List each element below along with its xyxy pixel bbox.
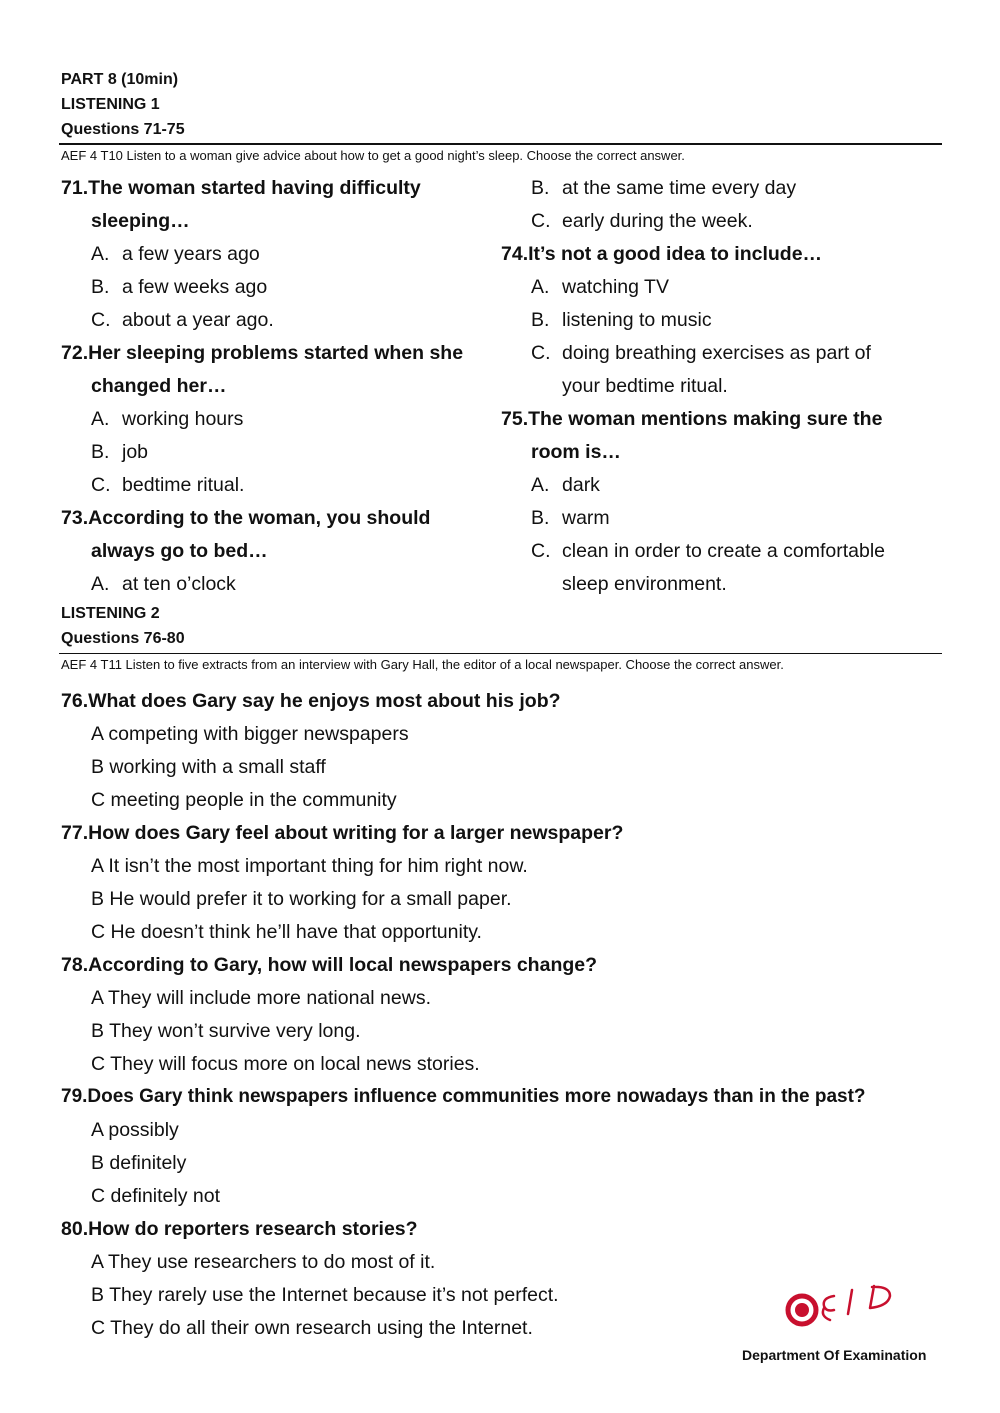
q75-option-c: C. clean in order to create a comfortable	[531, 540, 886, 562]
listening2-questions-range: Questions 76-80	[61, 630, 185, 647]
q71-option-c: C. about a year ago.	[91, 309, 274, 331]
question-71-cont: sleeping…	[91, 210, 190, 232]
q75-option-c-cont: sleep environment.	[562, 573, 727, 595]
q74-option-c: C. doing breathing exercises as part of	[531, 342, 871, 364]
q80-option-a: A They use researchers to do most of it.	[91, 1251, 436, 1273]
q77-option-a: A It isn’t the most important thing for him right now.	[91, 855, 528, 877]
q74-option-c-cont: your bedtime ritual.	[562, 375, 728, 397]
q79-option-b: B definitely	[91, 1152, 187, 1174]
question-72-cont: changed her…	[91, 375, 227, 397]
q75-option-a: A. dark	[531, 474, 600, 496]
q76-option-c: C meeting people in the community	[91, 789, 397, 811]
question-75: 75.The woman mentions making sure the	[501, 408, 883, 430]
logo-i-stroke	[848, 1290, 852, 1314]
q71-option-a: A. a few years ago	[91, 243, 260, 265]
q79-option-a: A possibly	[91, 1119, 179, 1141]
listening1-questions-range: Questions 71-75	[61, 121, 185, 138]
q73-option-c: C. early during the week.	[531, 210, 753, 232]
listening2-instruction: AEF 4 T11 Listen to five extracts from an interview with Gary Hall, the editor of a local newspaper. Choose the correct answer.	[61, 657, 784, 672]
q72-option-c: C. bedtime ritual.	[91, 474, 245, 496]
listening2-title: LISTENING 2	[61, 605, 160, 622]
q80-option-b: B They rarely use the Internet because it’s not perfect.	[91, 1284, 559, 1306]
ceid-logo	[782, 1278, 912, 1338]
q74-option-a: A. watching TV	[531, 276, 669, 298]
q75-option-b: B. warm	[531, 507, 610, 529]
question-73: 73.According to the woman, you should	[61, 507, 431, 529]
q71-option-b: B. a few weeks ago	[91, 276, 268, 298]
q78-option-b: B They won’t survive very long.	[91, 1020, 361, 1042]
logo-e-stroke	[823, 1296, 834, 1320]
q72-option-a: A. working hours	[91, 408, 244, 430]
question-78: 78.According to Gary, how will local newspapers change?	[61, 954, 598, 976]
question-72: 72.Her sleeping problems started when she	[61, 342, 464, 364]
department-label: Department Of Examination	[742, 1347, 927, 1363]
q72-option-b: B. job	[91, 441, 149, 463]
question-75-cont: room is…	[531, 441, 621, 463]
question-80: 80.How do reporters research stories?	[61, 1218, 418, 1240]
q76-option-b: B working with a small staff	[91, 756, 326, 778]
divider	[59, 143, 942, 145]
question-73-cont: always go to bed…	[91, 540, 268, 562]
question-77: 77.How does Gary feel about writing for a larger newspaper?	[61, 822, 624, 844]
listening1-instruction: AEF 4 T10 Listen to a woman give advice about how to get a good night’s sleep. Choose the correct answer.	[61, 148, 685, 163]
divider	[59, 653, 942, 654]
q74-option-b: B. listening to music	[531, 309, 712, 331]
question-71: 71.The woman started having difficulty	[61, 177, 421, 199]
listening1-title: LISTENING 1	[61, 96, 160, 113]
question-79: 79.Does Gary think newspapers influence communities more nowadays than in the past?	[61, 1086, 866, 1107]
logo-d-stroke	[870, 1286, 890, 1308]
q77-option-b: B He would prefer it to working for a small paper.	[91, 888, 512, 910]
question-74: 74.It’s not a good idea to include…	[501, 243, 823, 265]
q79-option-c: C definitely not	[91, 1185, 220, 1207]
logo-c-core	[795, 1303, 809, 1317]
question-76: 76.What does Gary say he enjoys most about his job?	[61, 690, 561, 712]
q76-option-a: A competing with bigger newspapers	[91, 723, 409, 745]
q78-option-c: C They will focus more on local news stories.	[91, 1053, 480, 1075]
q77-option-c: C He doesn’t think he’ll have that opportunity.	[91, 921, 482, 943]
q73-option-a: A. at ten o’clock	[91, 573, 236, 595]
q80-option-c: C They do all their own research using the Internet.	[91, 1317, 533, 1339]
q78-option-a: A They will include more national news.	[91, 987, 431, 1009]
q73-option-b: B. at the same time every day	[531, 177, 797, 199]
part-title: PART 8 (10min)	[61, 71, 179, 88]
